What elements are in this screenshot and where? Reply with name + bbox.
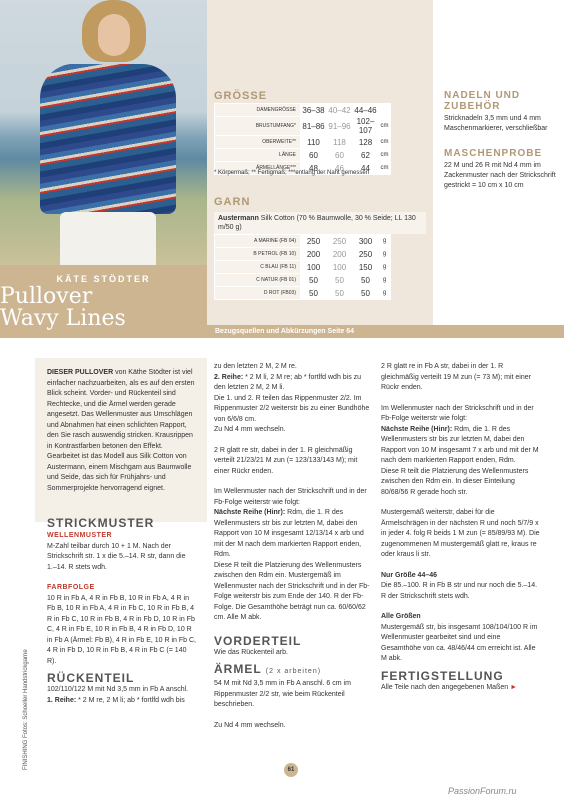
yarn-cell: 100 (301, 261, 327, 274)
size-cell: 36–38 (302, 105, 325, 115)
text-column-2 (214, 362, 371, 741)
size-cell: 60 (301, 149, 327, 162)
photo-credit: FINISHING Fotos: Schoeller Handstrickgarne (23, 649, 29, 770)
sleeve-shaping-text: Mustergemäß weiterstr, dabei für die Ärmelschrägen in der nächsten R und noch 5/7/9 x in jeder 4. folg R beids 1 M zun (= 85/89/93 M). Die zugenommenen M mustergemäß glatt re, kraus re oder kraus li str. (381, 509, 540, 558)
next-row-text: Nächste Reihe (Hinr): Rdm, die 1. R des Wellenmusters str bis zur letzten M, dabei den Rapport von 10 M insgesamt 12/13/14 x arb und mit der M nach dem markierten Rapport enden, Rdm. (214, 509, 364, 558)
gauge-heading: MASCHENPROBE (444, 148, 543, 159)
size-row (215, 149, 391, 162)
yarn-cell: 100 (327, 261, 353, 274)
yarn-row (215, 287, 391, 300)
yarn-cell: 50 (353, 274, 379, 287)
yarn-row-label: D ROT (FB03) (215, 287, 301, 300)
yarn-unit: g (379, 248, 391, 261)
text-column-3 (381, 362, 541, 693)
yarn-table (214, 234, 391, 300)
size-heading: GRÖSSE (214, 90, 268, 102)
size-footnote: * Körpermaß; ** Fertigmaß; ***entlang der Naht gemessen (214, 170, 370, 176)
size-table (214, 103, 391, 175)
page-title-line2: Wavy Lines (0, 306, 126, 331)
size-44-text: Die 85.–100. R in Fb B str und nur noch die 5.–14. R der Strickschrift stets wdh. (381, 582, 538, 600)
vorderteil-heading: VORDERTEIL (214, 633, 302, 648)
yarn-cell: 250 (353, 248, 379, 261)
yarn-cell: 200 (301, 248, 327, 261)
yarn-row (215, 261, 391, 274)
yarn-unit: g (379, 261, 391, 274)
yarn-description: Austermann Silk Cotton (70 % Baumwolle, 30 % Seide; LL 130 m/50 g) (214, 212, 426, 234)
sleeve-increase-text: 2 R glatt re in Fb A str, dabei in der 1. R gleichmäßig verteilt 19 M zun (= 73 M); mit einer Rückr enden. (381, 363, 531, 391)
increase-text: 2 R glatt re str, dabei in der 1. R gleichmäßig verteilt 21/23/21 M zun (= 123/133/143 M); mit einer Rückr enden. (214, 446, 358, 475)
size-unit (379, 104, 391, 117)
needles-text: Stricknadeln 3,5 mm und 4 mm Maschenmarkierer, verschließbar (444, 115, 548, 132)
rib-text: Die 1. und 2. R teilen das Rippenmuster 2/2. Im Rippenmuster 2/2 weiterstr bis zu einer Bundhöhe von 6/6/8 cm. (214, 394, 370, 423)
size-row (215, 117, 391, 136)
size-cell: 48 (301, 162, 327, 175)
yarn-unit: g (379, 235, 391, 248)
yarn-cell: 50 (327, 287, 353, 300)
size-row-label: BRUSTUMFANG* (215, 117, 301, 136)
farbfolge-heading: FARBFOLGE (47, 584, 95, 591)
size-unit: cm (379, 117, 391, 136)
yarn-row (215, 248, 391, 261)
farbfolge-text: 10 R in Fb A, 4 R in Fb B, 10 R in Fb A, 4 R in Fb B, 10 R in Fb A, 4 R in Fb C, 10 R in Fb B, 4 R in Fb C, 10 R in Fb B, 4 R in Fb D, 10 R in Fb C, 4 R in Fb E, 10 R in Fb B, 4 R in Fb D, 10 R in Fb A (Ärmel: Fb B), 4 R in Fb E, 10 R in Fb C, 4 R in Fb D, 10 R in Fb B, 4 R in Fb C (= 140 R). (47, 594, 196, 665)
yarn-row (215, 274, 391, 287)
size-cell: 40–42 (328, 105, 351, 115)
size-cell: 110 (301, 136, 327, 149)
size-unit: cm (379, 149, 391, 162)
size-row-label: OBERWEITE** (215, 136, 301, 149)
size-row-label: DAMENGRÖSSE (215, 104, 301, 117)
row2-text: 2. Reihe: * 2 M li, 2 M re; ab * fortlfd wdh bis zu den letzten 2 M, 2 M li. (214, 373, 362, 391)
size-cell: 44 (353, 162, 379, 175)
rib-end-text: zu den letzten 2 M, 2 M re. (214, 363, 297, 370)
size-cell: 102–107 (353, 117, 379, 136)
yarn-cell: 300 (353, 235, 379, 248)
needle-change-text: Zu Nd 4 mm wechseln. (214, 426, 286, 433)
yarn-heading: GARN (214, 196, 251, 208)
wellenmuster-text: M-Zahl teilbar durch 10 + 1 M. Nach der Strickschrift str. 1 x die 5.–14. R str, dann die 1.–14. R stets wdh. (47, 542, 186, 571)
page-number: 61 (284, 763, 298, 777)
rueckenteil-heading: RÜCKENTEIL (47, 671, 135, 685)
sleeve-pattern-intro: Im Wellenmuster nach der Strickschrift und in der Fb-Folge weiterstr wie folgt: (381, 404, 534, 422)
text-column-1 (47, 368, 197, 706)
yarn-cell: 200 (327, 248, 353, 261)
aermel-needle-text: Zu Nd 4 mm wechseln. (214, 721, 286, 729)
size-cell: 44–46 (354, 105, 377, 115)
right-info-column (444, 90, 562, 191)
needles-heading-2: ZUBEHÖR (444, 101, 501, 112)
all-sizes-heading: Alle Größen (381, 613, 421, 620)
wellenmuster-heading: WELLENMUSTER (47, 532, 113, 539)
yarn-unit: g (379, 287, 391, 300)
size-unit: cm (379, 162, 391, 175)
all-sizes-text: Mustergemäß str, bis insgesamt 108/104/100 R im Wellenmuster gearbeitet sind und eine Gesamthöhe von ca. 48/46/44 cm erreicht ist. Alle M abk. (381, 623, 538, 662)
size-cell: 91–96 (327, 117, 353, 136)
gauge-text: 22 M und 26 R mit Nd 4 mm im Zackenmuster nach der Strickschrift gestrickt = 10 cm x 10 cm (444, 162, 556, 189)
yarn-cell: 250 (301, 235, 327, 248)
reference-bar: Bezugsquellen und Abkürzungen Seite 64 (207, 325, 564, 338)
size-row (215, 136, 391, 149)
needles-heading-1: NADELN UND (444, 90, 521, 101)
size-cell: 81–86 (301, 117, 327, 136)
fertigstellung-heading: FERTIGSTELLUNG (381, 668, 504, 683)
strickmuster-heading: STRICKMUSTER (47, 516, 155, 530)
yarn-row-label: A MARINE (FB 04) (215, 235, 301, 248)
yarn-cell: 50 (353, 287, 379, 300)
designer-name: KÄTE STÖDTER (56, 274, 151, 284)
size-row-label: LÄNGE (215, 149, 301, 162)
size-cell: 118 (327, 136, 353, 149)
yarn-cell: 50 (301, 287, 327, 300)
aermel-heading: ÄRMEL (2 x arbeiten) (214, 662, 322, 676)
yarn-cell: 150 (353, 261, 379, 274)
wavy-sweater-image (40, 64, 176, 214)
fertigstellung-text: Alle Teile nach den angegebenen Maßen ► (381, 683, 518, 691)
aermel-text: 54 M mit Nd 3,5 mm in Fb A anschl. 6 cm im Rippenmuster 2/2 str, wie beim Rückenteil beschrieben. (214, 680, 351, 708)
page-title-line1: Pullover (0, 284, 93, 309)
rueckenteil-text: 102/110/122 M mit Nd 3,5 mm in Fb A anschl. (47, 686, 189, 693)
yarn-row-label: B PETROL (FB 10) (215, 248, 301, 261)
yarn-unit: g (379, 274, 391, 287)
yarn-row-label: C BLAU (FB 11) (215, 261, 301, 274)
sleeve-next-row: Nächste Reihe (Hinr): Rdm, die 1. R des Wellenmusters str bis zur letzten M, dabei den Rapport von 10 M insgesamt 7 x arb und mit der M nach dem markierten Rapport enden, Rdm. (381, 425, 539, 464)
size-cell: 128 (353, 136, 379, 149)
size-cell: 60 (327, 149, 353, 162)
next-page-arrow-icon: ► (510, 683, 518, 691)
pattern-intro-text: Im Wellenmuster nach der Strickschrift und in der Fb-Folge weiterstr wie folgt: (214, 488, 367, 506)
sleeve-placement-text: Diese R teilt die Platzierung des Wellenmusters zwischen den Rdm ein. In dieser Einteilung 80/68/56 R gerade hoch str. (381, 467, 529, 496)
placement-text: Diese R teilt die Platzierung des Wellenmusters zwischen den Rdm ein. Mustergemäß im Wellenmuster nach der Strickschrift und in der Fb-Folge weiterstr bis zum Ende der 140. R der Fb-Folge. Die Gesamthöhe beträgt nun ca. 60/60/62 cm. Alle M abk. (214, 561, 370, 621)
size-unit: cm (379, 136, 391, 149)
size-cell: 62 (353, 149, 379, 162)
size-cell: 46 (327, 162, 353, 175)
yarn-cell: 50 (301, 274, 327, 287)
size-44-heading: Nur Größe 44–46 (381, 571, 438, 579)
model-photo (0, 0, 207, 265)
watermark: PassionForum.ru (448, 786, 517, 796)
vorderteil-text: Wie das Rückenteil arb. (214, 648, 288, 656)
intro-paragraph: DIESER PULLOVER von Käthe Stödter ist viel einfacher nachzuarbeiten, als es auf den ersten Blick scheint. Vorder- und Rückenteil sind Rechtecke, und die Ärmel werden gerade angesetzt. Das Wellenmuster aus Umschlägen und Abnahmen hat einen schlichten Rapport, den Sie rasch auswendig stricken. Krausrippen in Kontrastfarben betonen den Effekt. Gearbeitet ist das Modell aus Silk Cotton von Austermann, einem Mischgarn aus Baumwolle und Seide, das sich für Frühjahrs- und Sommerprojekte hervorragend eignet. (47, 369, 195, 492)
size-row (215, 104, 391, 117)
yarn-row (215, 235, 391, 248)
rueckenteil-row1: 1. Reihe: * 2 M re, 2 M li; ab * fortlfd wdh bis (47, 696, 185, 704)
size-row-label: ÄRMELLÄNGE*** (215, 162, 301, 175)
yarn-row-label: C NATUR (FB 01) (215, 274, 301, 287)
yarn-cell: 250 (327, 235, 353, 248)
yarn-cell: 50 (327, 274, 353, 287)
